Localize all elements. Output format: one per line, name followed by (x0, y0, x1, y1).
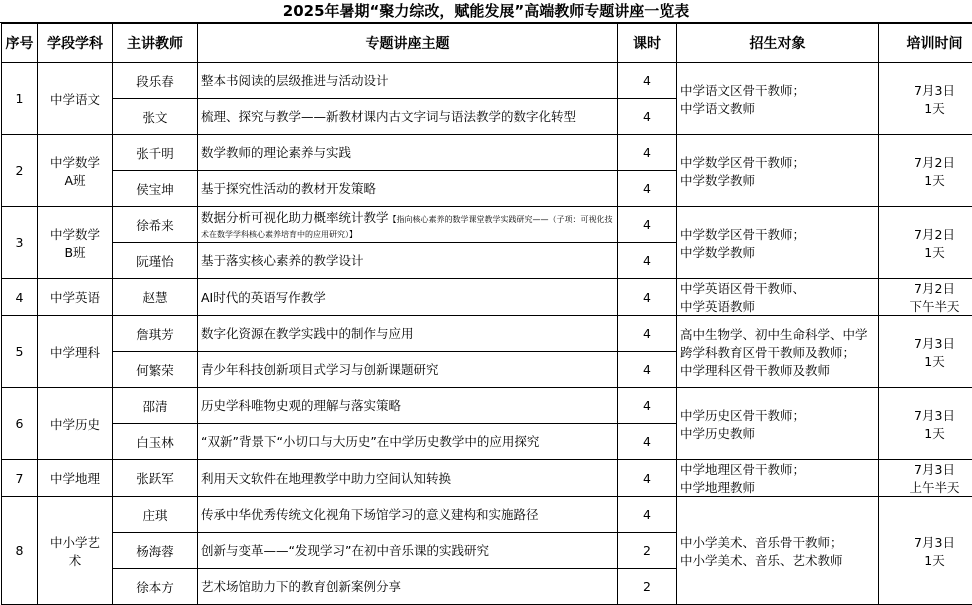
teacher-cell: 徐本方 (113, 569, 198, 605)
hours-cell: 4 (618, 63, 677, 99)
table-row (2, 135, 972, 171)
teacher-cell: 邵清 (113, 388, 198, 424)
teacher-cell: 侯宝坤 (113, 171, 198, 207)
topic-note: 【指向核心素养的数学课堂教学实践研究——（子项：可视化技术在数学学科核心素养培育中的应用研究）】 (201, 215, 613, 239)
header-topic: 专题讲座主题 (198, 24, 618, 63)
teacher-cell: 段乐春 (113, 63, 198, 99)
teacher-cell: 张文 (113, 99, 198, 135)
hours-cell: 4 (618, 316, 677, 352)
topic-cell: 梳理、探究与教学——新教材课内古文字词与语法教学的数字化转型 (198, 99, 618, 135)
header-subject: 学段学科 (38, 24, 113, 63)
row-number: 4 (2, 279, 38, 316)
table-body (2, 63, 972, 605)
audience-cell: 中学数学区骨干教师； 中学数学教师 (677, 135, 879, 207)
time-cell: 7月3日 1天 (879, 388, 972, 460)
table-row (2, 279, 972, 316)
audience-cell: 中小学美术、音乐骨干教师； 中小学美术、音乐、艺术教师 (677, 497, 879, 605)
table-row (2, 316, 972, 352)
audience-cell: 高中生物学、初中生命科学、中学跨学科教育区骨干教师及教师； 中学理科区骨干教师及教师 (677, 316, 879, 388)
topic-cell: 历史学科唯物史观的理解与落实策略 (198, 388, 618, 424)
topic-cell: “双新”背景下“小切口与大历史”在中学历史教学中的应用探究 (198, 424, 618, 460)
teacher-cell: 赵慧 (113, 279, 198, 316)
row-number: 8 (2, 497, 38, 605)
topic-cell: 整本书阅读的层级推进与活动设计 (198, 63, 618, 99)
subject-cell: 中学数学 B班 (38, 207, 113, 279)
teacher-cell: 白玉林 (113, 424, 198, 460)
table-row (2, 207, 972, 243)
topic-cell: AI时代的英语写作教学 (198, 279, 618, 316)
time-cell: 7月2日 1天 (879, 135, 972, 207)
hours-cell: 4 (618, 171, 677, 207)
row-number: 2 (2, 135, 38, 207)
row-number: 7 (2, 460, 38, 497)
hours-cell: 2 (618, 533, 677, 569)
subject-cell: 中学历史 (38, 388, 113, 460)
topic-cell: 数据分析可视化助力概率统计教学【指向核心素养的数学课堂教学实践研究——（子项：可视化技术在数学学科核心素养培育中的应用研究）】 (198, 207, 618, 243)
topic-cell: 利用天文软件在地理教学中助力空间认知转换 (198, 460, 618, 497)
subject-cell: 中学地理 (38, 460, 113, 497)
topic-cell: 创新与变革——“发现学习”在初中音乐课的实践研究 (198, 533, 618, 569)
hours-cell: 4 (618, 135, 677, 171)
hours-cell: 2 (618, 569, 677, 605)
time-cell: 7月3日 上午半天 (879, 460, 972, 497)
topic-cell: 基于探究性活动的教材开发策略 (198, 171, 618, 207)
header-hours: 课时 (618, 24, 677, 63)
topic-cell: 数学教师的理论素养与实践 (198, 135, 618, 171)
teacher-cell: 张千明 (113, 135, 198, 171)
time-cell: 7月3日 1天 (879, 316, 972, 388)
hours-cell: 4 (618, 424, 677, 460)
subject-cell: 中学数学 A班 (38, 135, 113, 207)
teacher-cell: 杨海蓉 (113, 533, 198, 569)
subject-cell: 中学语文 (38, 63, 113, 135)
audience-cell: 中学数学区骨干教师； 中学数学教师 (677, 207, 879, 279)
audience-cell: 中学语文区骨干教师； 中学语文教师 (677, 63, 879, 135)
hours-cell: 4 (618, 497, 677, 533)
topic-cell: 基于落实核心素养的教学设计 (198, 243, 618, 279)
subject-cell: 中学理科 (38, 316, 113, 388)
header-no: 序号 (2, 24, 38, 63)
teacher-cell: 庄琪 (113, 497, 198, 533)
topic-cell: 青少年科技创新项目式学习与创新课题研究 (198, 352, 618, 388)
row-number: 3 (2, 207, 38, 279)
teacher-cell: 何繁荣 (113, 352, 198, 388)
table-row (2, 388, 972, 424)
audience-cell: 中学地理区骨干教师； 中学地理教师 (677, 460, 879, 497)
header-time: 培训时间 (879, 24, 972, 63)
header-row (2, 24, 972, 63)
topic-cell: 艺术场馆助力下的教育创新案例分享 (198, 569, 618, 605)
row-number: 6 (2, 388, 38, 460)
teacher-cell: 徐希来 (113, 207, 198, 243)
audience-cell: 中学英语区骨干教师、 中学英语教师 (677, 279, 879, 316)
topic-cell: 数字化资源在教学实践中的制作与应用 (198, 316, 618, 352)
header-audience: 招生对象 (677, 24, 879, 63)
lecture-table (1, 23, 972, 605)
teacher-cell: 张跃军 (113, 460, 198, 497)
hours-cell: 4 (618, 352, 677, 388)
table-row (2, 460, 972, 497)
row-number: 5 (2, 316, 38, 388)
time-cell: 7月3日 1天 (879, 63, 972, 135)
time-cell: 7月3日 1天 (879, 497, 972, 605)
hours-cell: 4 (618, 99, 677, 135)
table-row (2, 63, 972, 99)
topic-cell: 传承中华优秀传统文化视角下场馆学习的意义建构和实施路径 (198, 497, 618, 533)
hours-cell: 4 (618, 279, 677, 316)
time-cell: 7月2日 1天 (879, 207, 972, 279)
page-title: 2025年暑期“聚力综改，赋能发展”高端教师专题讲座一览表 (0, 0, 972, 23)
table-row (2, 497, 972, 533)
teacher-cell: 詹琪芳 (113, 316, 198, 352)
subject-cell: 中小学艺 术 (38, 497, 113, 605)
hours-cell: 4 (618, 460, 677, 497)
hours-cell: 4 (618, 243, 677, 279)
time-cell: 7月2日 下午半天 (879, 279, 972, 316)
row-number: 1 (2, 63, 38, 135)
subject-cell: 中学英语 (38, 279, 113, 316)
audience-cell: 中学历史区骨干教师； 中学历史教师 (677, 388, 879, 460)
header-teacher: 主讲教师 (113, 24, 198, 63)
teacher-cell: 阮瑾怡 (113, 243, 198, 279)
hours-cell: 4 (618, 388, 677, 424)
hours-cell: 4 (618, 207, 677, 243)
